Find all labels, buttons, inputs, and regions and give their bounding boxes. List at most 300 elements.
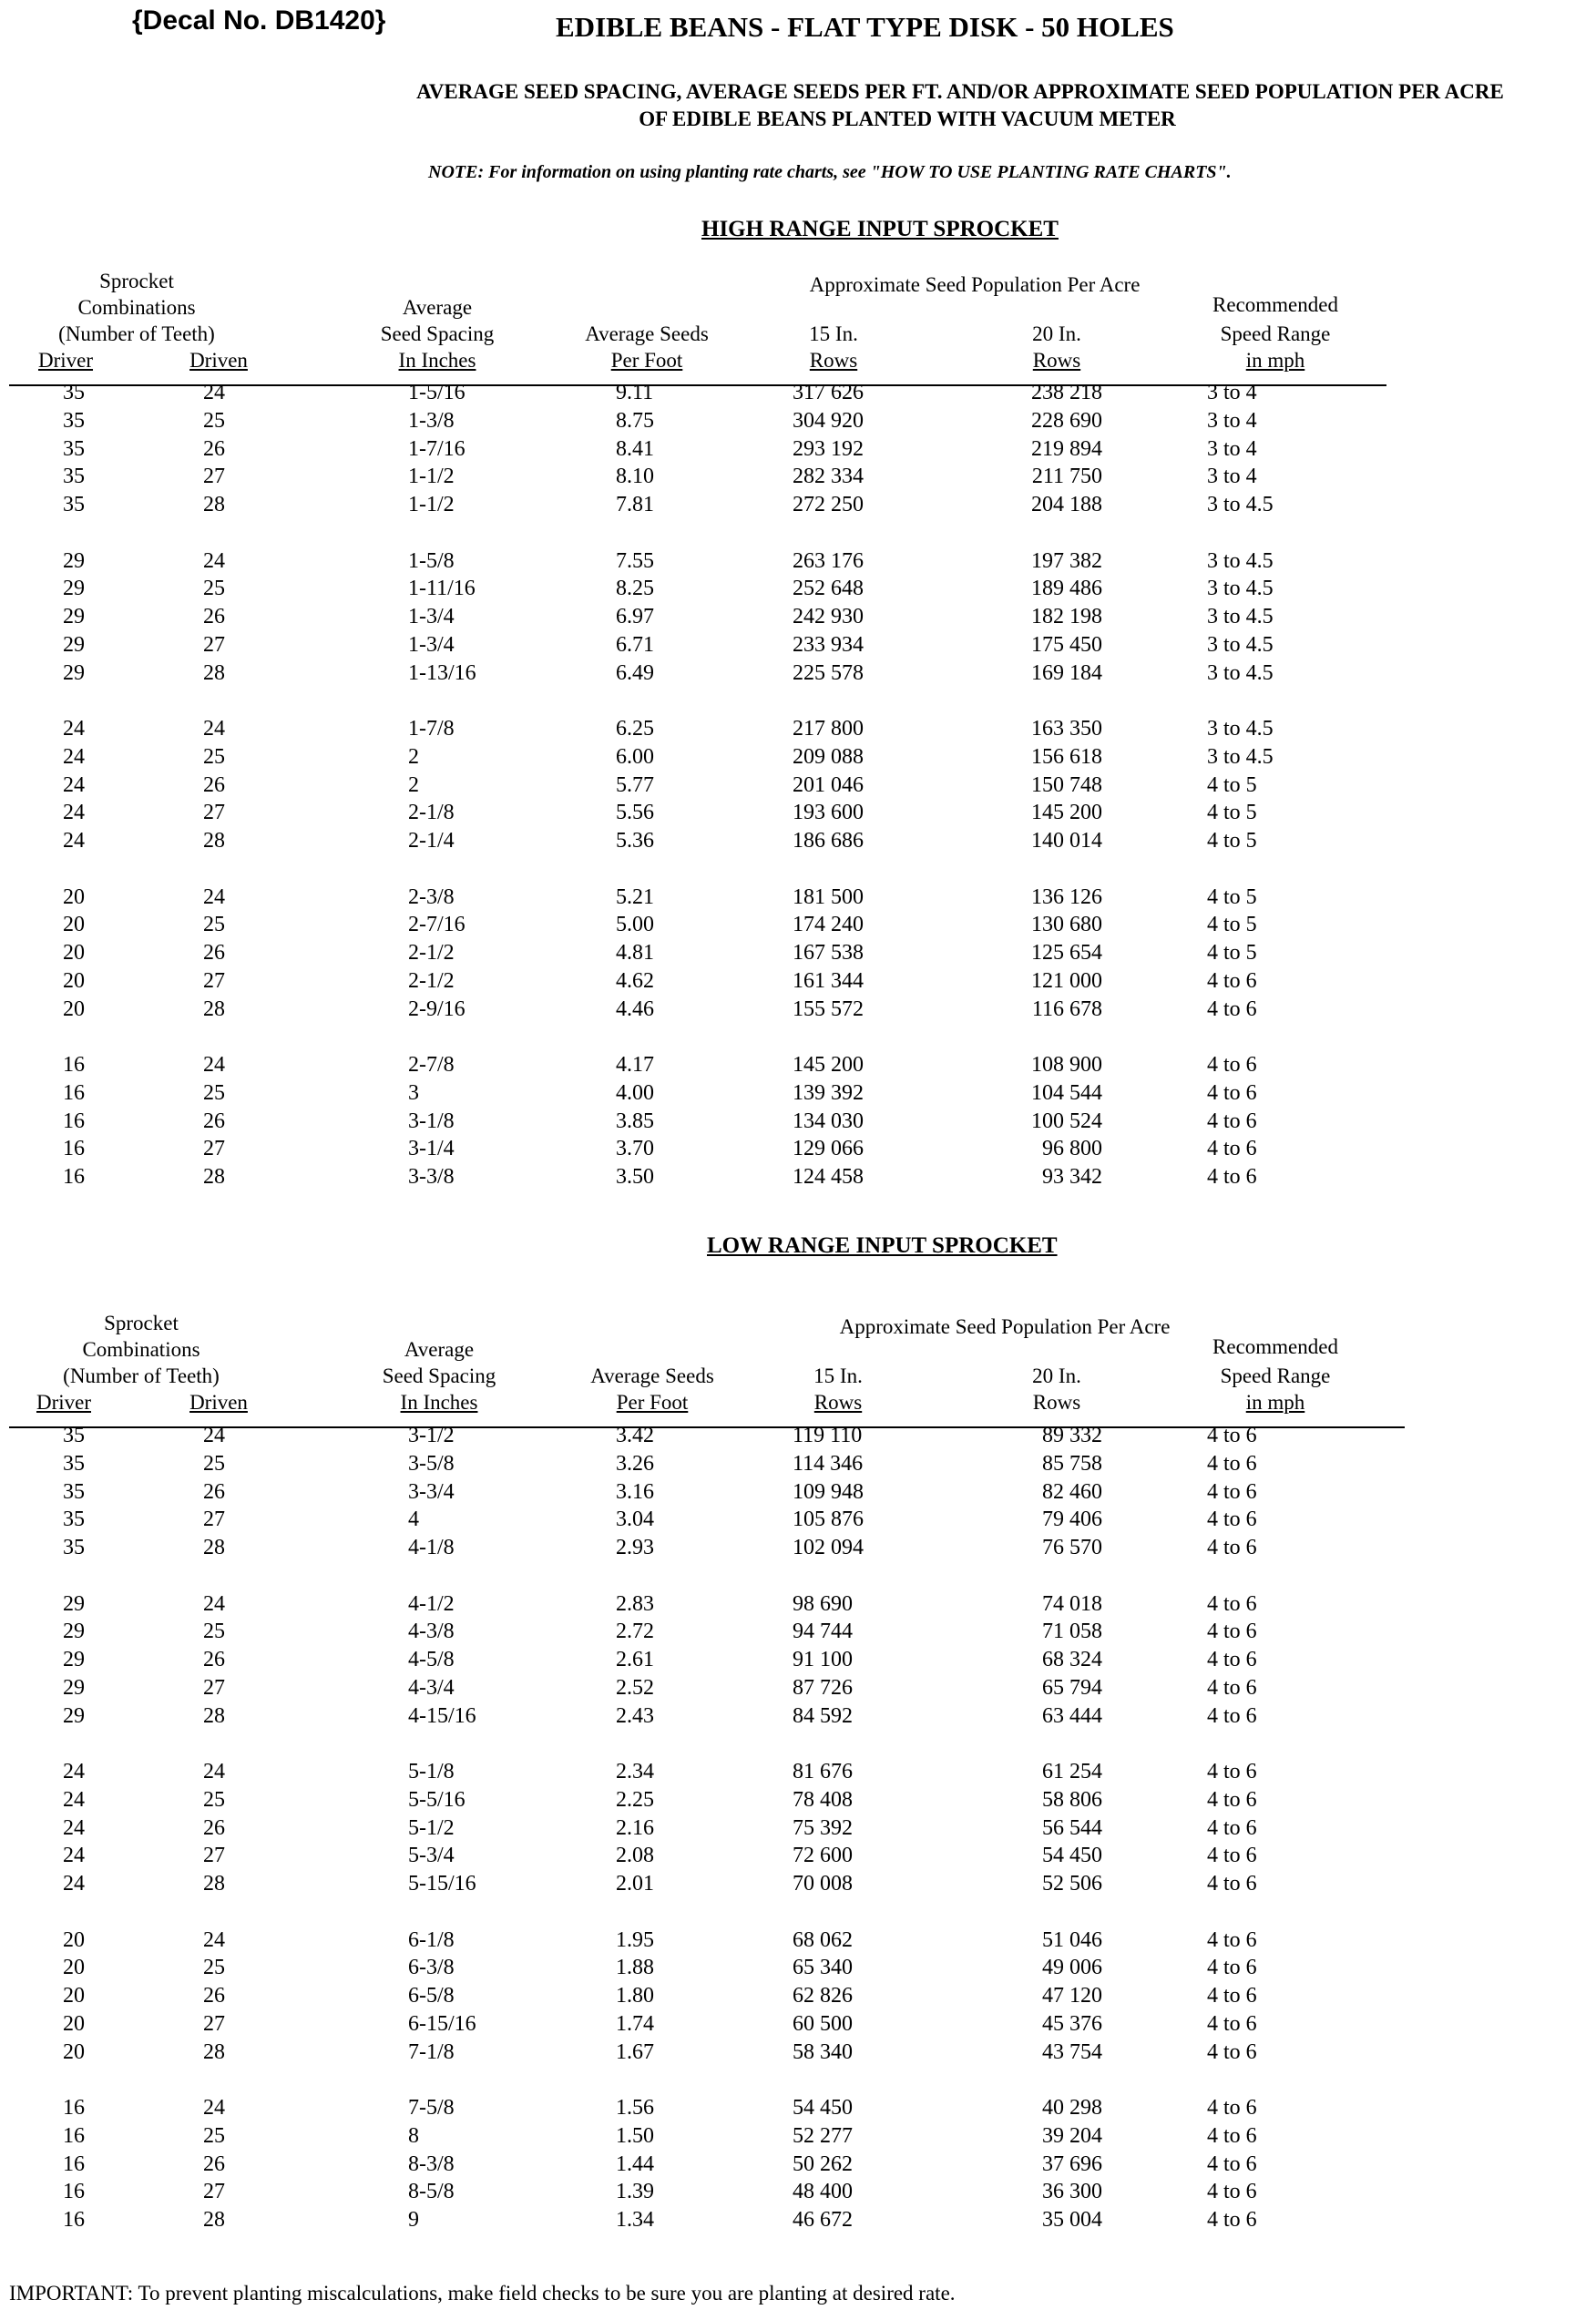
driven-cell: 25 (203, 1787, 225, 1812)
driver-cell: 29 (63, 632, 85, 657)
speed-range-cell: 4 to 6 (1207, 1137, 1257, 1161)
seeds-per-foot-cell: 1.50 (616, 2123, 654, 2148)
table-row (0, 1507, 1596, 1536)
pop-15in-cell: 209 088 (793, 744, 864, 769)
driven-cell: 24 (203, 1424, 225, 1447)
high-hdr-seeds-1: Average Seeds (585, 322, 709, 345)
driven-cell: 24 (203, 1927, 225, 1952)
driven-cell: 26 (203, 1109, 225, 1133)
driver-cell: 29 (63, 1703, 85, 1728)
spacing-cell: 4-1/8 (408, 1536, 455, 1560)
pop-15in-cell: 124 458 (793, 1165, 864, 1190)
table-row (0, 633, 1596, 661)
seeds-per-foot-cell: 6.49 (616, 660, 654, 685)
spacing-cell: 5-15/16 (408, 1872, 476, 1896)
table-row (0, 2012, 1596, 2040)
pop-15in-cell: 217 800 (793, 717, 864, 741)
seeds-per-foot-cell: 1.80 (616, 1984, 654, 2008)
speed-range-cell: 4 to 6 (1207, 1675, 1257, 1700)
driven-cell: 24 (203, 884, 225, 909)
pop-20in-cell: 54 450 (1042, 1844, 1102, 1868)
driven-cell: 26 (203, 436, 225, 461)
speed-range-cell: 4 to 6 (1207, 2208, 1257, 2233)
low-hdr-20-1: 20 In. (1032, 1364, 1081, 1387)
pop-20in-cell: 175 450 (1031, 632, 1102, 657)
spacing-cell: 1-13/16 (408, 660, 476, 685)
driver-cell: 16 (63, 2180, 85, 2204)
pop-15in-cell: 293 192 (793, 436, 864, 461)
driver-cell: 20 (63, 941, 85, 966)
speed-range-cell: 4 to 6 (1207, 1648, 1257, 1672)
low-hdr-sprocket-1: Sprocket (104, 1312, 179, 1334)
driver-cell: 35 (63, 465, 85, 489)
seeds-per-foot-cell: 3.04 (616, 1507, 654, 1532)
seeds-per-foot-cell: 4.62 (616, 968, 654, 993)
driver-cell: 29 (63, 660, 85, 685)
driver-cell: 24 (63, 1760, 85, 1783)
pop-20in-cell: 197 382 (1031, 548, 1102, 573)
high-hdr-speed-2: Speed Range (1220, 322, 1331, 345)
driven-cell: 28 (203, 1536, 225, 1560)
speed-range-cell: 4 to 6 (1207, 1451, 1257, 1476)
spacing-cell: 2-3/8 (408, 884, 455, 909)
speed-range-cell: 4 to 6 (1207, 1479, 1257, 1504)
pop-20in-cell: 211 750 (1031, 465, 1102, 489)
pop-20in-cell: 156 618 (1031, 744, 1102, 769)
pop-20in-cell: 93 342 (1042, 1165, 1102, 1190)
high-hdr-15-2: Rows (809, 349, 858, 372)
high-hdr-spacing-2: Seed Spacing (380, 322, 495, 345)
driver-cell: 16 (63, 2123, 85, 2148)
seeds-per-foot-cell: 1.88 (616, 1956, 654, 1980)
spacing-cell: 1-3/4 (408, 605, 455, 629)
driver-cell: 35 (63, 436, 85, 461)
speed-range-cell: 3 to 4.5 (1207, 717, 1274, 741)
subtitle-line-1: AVERAGE SEED SPACING, AVERAGE SEEDS PER FT. AND/OR APPROXIMATE SEED POPULATION PER ACRE (416, 80, 1504, 103)
pop-15in-cell: 54 450 (793, 2096, 853, 2120)
seeds-per-foot-cell: 4.00 (616, 1080, 654, 1105)
high-hdr-20-2: Rows (1032, 349, 1081, 372)
pop-15in-cell: 94 744 (793, 1620, 853, 1644)
pop-20in-cell: 121 000 (1031, 968, 1102, 993)
spacing-cell: 2-7/16 (408, 913, 466, 937)
pop-15in-cell: 317 626 (793, 381, 864, 404)
low-hdr-speed-3: in mph (1245, 1391, 1305, 1414)
pop-15in-cell: 225 578 (793, 660, 864, 685)
spacing-cell: 1-3/8 (408, 408, 455, 433)
pop-15in-cell: 78 408 (793, 1787, 853, 1812)
driver-cell: 16 (63, 2151, 85, 2176)
pop-20in-cell: 85 758 (1042, 1451, 1102, 1476)
speed-range-cell: 4 to 6 (1207, 1760, 1257, 1783)
driver-cell: 16 (63, 1137, 85, 1161)
pop-20in-cell: 40 298 (1042, 2096, 1102, 2120)
driven-cell: 28 (203, 996, 225, 1021)
speed-range-cell: 3 to 4.5 (1207, 632, 1274, 657)
pop-15in-cell: 252 648 (793, 577, 864, 601)
seeds-per-foot-cell: 2.16 (616, 1815, 654, 1840)
seeds-per-foot-cell: 1.67 (616, 2039, 654, 2064)
pop-15in-cell: 167 538 (793, 941, 864, 966)
speed-range-cell: 4 to 6 (1207, 2123, 1257, 2148)
pop-20in-cell: 56 544 (1042, 1815, 1102, 1840)
table-row (0, 941, 1596, 969)
seeds-per-foot-cell: 6.71 (616, 632, 654, 657)
table-row (0, 409, 1596, 437)
driver-cell: 24 (63, 1844, 85, 1868)
high-hdr-spacing-1: Average (402, 296, 473, 319)
spacing-cell: 6-3/8 (408, 1956, 455, 1980)
driven-cell: 28 (203, 1703, 225, 1728)
pop-20in-cell: 104 544 (1031, 1080, 1102, 1105)
speed-range-cell: 4 to 6 (1207, 2096, 1257, 2120)
table-row (0, 1816, 1596, 1845)
table-row (0, 493, 1596, 521)
speed-range-cell: 4 to 6 (1207, 2039, 1257, 2064)
driven-cell: 25 (203, 577, 225, 601)
driven-cell: 28 (203, 2208, 225, 2233)
spacing-cell: 1-3/4 (408, 632, 455, 657)
seeds-per-foot-cell: 5.56 (616, 801, 654, 825)
table-row (0, 1788, 1596, 1816)
driver-cell: 20 (63, 884, 85, 909)
low-hdr-sprocket-2: Combinations (82, 1338, 200, 1361)
driver-cell: 20 (63, 1956, 85, 1980)
speed-range-cell: 4 to 6 (1207, 1787, 1257, 1812)
pop-15in-cell: 174 240 (793, 913, 864, 937)
pop-20in-cell: 37 696 (1042, 2151, 1102, 2176)
spacing-cell: 6-1/8 (408, 1927, 455, 1952)
driver-cell: 16 (63, 1109, 85, 1133)
speed-range-cell: 4 to 5 (1207, 829, 1257, 853)
seeds-per-foot-cell: 6.25 (616, 717, 654, 741)
spacing-cell: 9 (408, 2208, 419, 2233)
seeds-per-foot-cell: 7.55 (616, 548, 654, 573)
table-row (0, 1956, 1596, 1984)
speed-range-cell: 4 to 6 (1207, 1536, 1257, 1560)
speed-range-cell: 4 to 6 (1207, 1984, 1257, 2008)
pop-20in-cell: 125 654 (1031, 941, 1102, 966)
table-row (0, 745, 1596, 773)
table-row (0, 1081, 1596, 1109)
driver-cell: 35 (63, 1507, 85, 1532)
high-range-title: HIGH RANGE INPUT SPROCKET (701, 217, 1059, 241)
driven-cell: 27 (203, 1844, 225, 1868)
spacing-cell: 5-3/4 (408, 1844, 455, 1868)
high-hdr-speed-1: Recommended (1212, 293, 1338, 316)
driven-cell: 25 (203, 1080, 225, 1105)
pop-20in-cell: 61 254 (1042, 1760, 1102, 1783)
pop-20in-cell: 116 678 (1031, 996, 1102, 1021)
seeds-per-foot-cell: 5.77 (616, 772, 654, 797)
speed-range-cell: 4 to 6 (1207, 1053, 1257, 1077)
pop-15in-cell: 161 344 (793, 968, 864, 993)
driven-cell: 26 (203, 1815, 225, 1840)
low-hdr-spacing-3: In Inches (400, 1391, 478, 1414)
driven-cell: 25 (203, 913, 225, 937)
driven-cell: 28 (203, 829, 225, 853)
seeds-per-foot-cell: 6.97 (616, 605, 654, 629)
table-row (0, 1165, 1596, 1193)
driven-cell: 24 (203, 1760, 225, 1783)
speed-range-cell: 4 to 5 (1207, 913, 1257, 937)
table-row (0, 1676, 1596, 1704)
high-hdr-seeds-2: Per Foot (610, 349, 683, 372)
table-row (0, 1620, 1596, 1648)
speed-range-cell: 3 to 4.5 (1207, 577, 1274, 601)
spacing-cell: 1-1/2 (408, 493, 455, 517)
speed-range-cell: 4 to 6 (1207, 1507, 1257, 1532)
driven-cell: 26 (203, 1479, 225, 1504)
pop-15in-cell: 242 930 (793, 605, 864, 629)
table-row (0, 1452, 1596, 1480)
seeds-per-foot-cell: 2.52 (616, 1675, 654, 1700)
pop-20in-cell: 45 376 (1042, 2011, 1102, 2036)
pop-15in-cell: 105 876 (793, 1507, 864, 1532)
table-row (0, 829, 1596, 857)
high-hdr-sprocket-2: Combinations (77, 296, 196, 319)
speed-range-cell: 4 to 5 (1207, 772, 1257, 797)
speed-range-cell: 3 to 4.5 (1207, 744, 1274, 769)
driver-cell: 29 (63, 1591, 85, 1616)
table-row (0, 1844, 1596, 1872)
seeds-per-foot-cell: 5.00 (616, 913, 654, 937)
table-row (0, 2180, 1596, 2208)
driver-cell: 35 (63, 1424, 85, 1447)
speed-range-cell: 4 to 6 (1207, 1591, 1257, 1616)
spacing-cell: 5-1/8 (408, 1760, 455, 1783)
pop-20in-cell: 74 018 (1042, 1591, 1102, 1616)
spacing-cell: 2 (408, 744, 419, 769)
spacing-cell: 2-1/2 (408, 941, 455, 966)
spacing-cell: 2 (408, 772, 419, 797)
table-row (0, 1536, 1596, 1564)
driver-cell: 35 (63, 1536, 85, 1560)
table-row (0, 2040, 1596, 2069)
spacing-cell: 2-1/4 (408, 829, 455, 853)
driven-cell: 25 (203, 744, 225, 769)
pop-20in-cell: 43 754 (1042, 2039, 1102, 2064)
pop-15in-cell: 193 600 (793, 801, 864, 825)
pop-15in-cell: 65 340 (793, 1956, 853, 1980)
driven-cell: 25 (203, 1620, 225, 1644)
pop-20in-cell: 68 324 (1042, 1648, 1102, 1672)
spacing-cell: 1-5/16 (408, 381, 466, 404)
table-row (0, 2152, 1596, 2181)
driven-cell: 28 (203, 2039, 225, 2064)
driven-cell: 24 (203, 2096, 225, 2120)
seeds-per-foot-cell: 3.26 (616, 1451, 654, 1476)
driver-cell: 35 (63, 493, 85, 517)
pop-20in-cell: 145 200 (1031, 801, 1102, 825)
table-row (0, 1648, 1596, 1676)
seeds-per-foot-cell: 1.44 (616, 2151, 654, 2176)
spacing-cell: 1-1/2 (408, 465, 455, 489)
pop-15in-cell: 87 726 (793, 1675, 853, 1700)
seeds-per-foot-cell: 4.17 (616, 1053, 654, 1077)
driven-cell: 26 (203, 772, 225, 797)
spacing-cell: 4-3/4 (408, 1675, 455, 1700)
low-hdr-15-1: 15 In. (813, 1364, 863, 1387)
pop-20in-cell: 108 900 (1031, 1053, 1102, 1077)
decal-number: {Decal No. DB1420} (132, 5, 386, 36)
pop-20in-cell: 39 204 (1042, 2123, 1102, 2148)
speed-range-cell: 3 to 4.5 (1207, 548, 1274, 573)
spacing-cell: 2-9/16 (408, 996, 466, 1021)
seeds-per-foot-cell: 5.21 (616, 884, 654, 909)
table-row (0, 1109, 1596, 1138)
pop-15in-cell: 181 500 (793, 884, 864, 909)
table-row (0, 437, 1596, 465)
speed-range-cell: 4 to 5 (1207, 941, 1257, 966)
spacing-cell: 3 (408, 1080, 419, 1105)
seeds-per-foot-cell: 3.42 (616, 1424, 654, 1447)
pop-15in-cell: 75 392 (793, 1815, 853, 1840)
spacing-cell: 4-15/16 (408, 1703, 476, 1728)
pop-15in-cell: 304 920 (793, 408, 864, 433)
pop-15in-cell: 62 826 (793, 1984, 853, 2008)
driven-cell: 24 (203, 381, 225, 404)
driver-cell: 29 (63, 1675, 85, 1700)
high-hdr-20-1: 20 In. (1032, 322, 1081, 345)
driven-cell: 27 (203, 801, 225, 825)
speed-range-cell: 4 to 6 (1207, 1080, 1257, 1105)
pop-20in-cell: 238 218 (1031, 381, 1102, 404)
pop-20in-cell: 36 300 (1042, 2180, 1102, 2204)
seeds-per-foot-cell: 8.41 (616, 436, 654, 461)
driven-cell: 28 (203, 1872, 225, 1896)
low-hdr-spacing-1: Average (404, 1338, 475, 1361)
table-row (0, 1480, 1596, 1508)
speed-range-cell: 4 to 6 (1207, 1927, 1257, 1952)
pop-20in-cell: 47 120 (1042, 1984, 1102, 2008)
driver-cell: 29 (63, 548, 85, 573)
speed-range-cell: 4 to 6 (1207, 1815, 1257, 1840)
seeds-per-foot-cell: 1.34 (616, 2208, 654, 2233)
pop-20in-cell: 150 748 (1031, 772, 1102, 797)
pop-20in-cell: 136 126 (1031, 884, 1102, 909)
high-hdr-sprocket-3: (Number of Teeth) (58, 322, 215, 345)
spacing-cell: 7-1/8 (408, 2039, 455, 2064)
driver-cell: 16 (63, 1053, 85, 1077)
pop-15in-cell: 102 094 (793, 1536, 864, 1560)
pop-20in-cell: 52 506 (1042, 1872, 1102, 1896)
low-hdr-seeds-2: Per Foot (616, 1391, 689, 1414)
driver-cell: 24 (63, 1787, 85, 1812)
driver-cell: 35 (63, 408, 85, 433)
table-row (0, 2208, 1596, 2236)
table-row (0, 2124, 1596, 2152)
low-hdr-driven: Driven (189, 1391, 248, 1414)
pop-20in-cell: 163 350 (1031, 717, 1102, 741)
seeds-per-foot-cell: 3.50 (616, 1165, 654, 1190)
speed-range-cell: 3 to 4.5 (1207, 660, 1274, 685)
table-row (0, 717, 1596, 745)
driven-cell: 25 (203, 2123, 225, 2148)
pop-15in-cell: 46 672 (793, 2208, 853, 2233)
driven-cell: 28 (203, 660, 225, 685)
pop-15in-cell: 114 346 (793, 1451, 864, 1476)
spacing-cell: 4-5/8 (408, 1648, 455, 1672)
high-hdr-spacing-3: In Inches (398, 349, 476, 372)
driven-cell: 26 (203, 941, 225, 966)
seeds-per-foot-cell: 3.16 (616, 1479, 654, 1504)
seeds-per-foot-cell: 1.39 (616, 2180, 654, 2204)
low-hdr-speed-1: Recommended (1212, 1335, 1338, 1358)
spacing-cell: 2-7/8 (408, 1053, 455, 1077)
spacing-cell: 7-5/8 (408, 2096, 455, 2120)
seeds-per-foot-cell: 2.93 (616, 1536, 654, 1560)
seeds-per-foot-cell: 1.56 (616, 2096, 654, 2120)
speed-range-cell: 3 to 4 (1207, 465, 1257, 489)
table-row (0, 1704, 1596, 1732)
high-hdr-sprocket-1: Sprocket (99, 270, 174, 292)
pop-15in-cell: 186 686 (793, 829, 864, 853)
pop-15in-cell: 119 110 (793, 1424, 863, 1447)
pop-20in-cell: 182 198 (1031, 605, 1102, 629)
driven-cell: 24 (203, 1053, 225, 1077)
seeds-per-foot-cell: 8.25 (616, 577, 654, 601)
speed-range-cell: 4 to 6 (1207, 1165, 1257, 1190)
low-range-title: LOW RANGE INPUT SPROCKET (707, 1233, 1058, 1258)
spacing-cell: 1-11/16 (408, 577, 476, 601)
speed-range-cell: 4 to 6 (1207, 1703, 1257, 1728)
pop-20in-cell: 89 332 (1042, 1424, 1102, 1447)
pop-20in-cell: 49 006 (1042, 1956, 1102, 1980)
table-row (0, 1424, 1596, 1452)
low-hdr-speed-2: Speed Range (1220, 1364, 1331, 1387)
high-hdr-driven: Driven (189, 349, 248, 372)
seeds-per-foot-cell: 6.00 (616, 744, 654, 769)
low-hdr-15-2: Rows (813, 1391, 863, 1414)
driven-cell: 25 (203, 1451, 225, 1476)
spacing-cell: 2-1/8 (408, 801, 455, 825)
low-hdr-population: Approximate Seed Population Per Acre (839, 1315, 1171, 1338)
seeds-per-foot-cell: 9.11 (616, 381, 654, 404)
driver-cell: 16 (63, 1165, 85, 1190)
table-row (0, 2096, 1596, 2124)
driver-cell: 24 (63, 1872, 85, 1896)
speed-range-cell: 4 to 6 (1207, 1872, 1257, 1896)
pop-15in-cell: 48 400 (793, 2180, 853, 2204)
driven-cell: 26 (203, 2151, 225, 2176)
high-hdr-15-1: 15 In. (809, 322, 858, 345)
seeds-per-foot-cell: 8.10 (616, 465, 654, 489)
pop-15in-cell: 91 100 (793, 1648, 853, 1672)
driven-cell: 27 (203, 2011, 225, 2036)
pop-15in-cell: 109 948 (793, 1479, 864, 1504)
pop-15in-cell: 263 176 (793, 548, 864, 573)
driven-cell: 27 (203, 1675, 225, 1700)
driver-cell: 35 (63, 1451, 85, 1476)
speed-range-cell: 4 to 6 (1207, 1956, 1257, 1980)
driven-cell: 24 (203, 717, 225, 741)
speed-range-cell: 4 to 5 (1207, 801, 1257, 825)
seeds-per-foot-cell: 5.36 (616, 829, 654, 853)
driver-cell: 24 (63, 744, 85, 769)
pop-20in-cell: 169 184 (1031, 660, 1102, 685)
speed-range-cell: 4 to 6 (1207, 1109, 1257, 1133)
pop-15in-cell: 145 200 (793, 1053, 864, 1077)
table-row (0, 549, 1596, 577)
table-row (0, 773, 1596, 802)
driven-cell: 26 (203, 1648, 225, 1672)
spacing-cell: 8-5/8 (408, 2180, 455, 2204)
speed-range-cell: 3 to 4 (1207, 381, 1257, 404)
seeds-per-foot-cell: 2.83 (616, 1591, 654, 1616)
spacing-cell: 3-5/8 (408, 1451, 455, 1476)
driven-cell: 25 (203, 1956, 225, 1980)
